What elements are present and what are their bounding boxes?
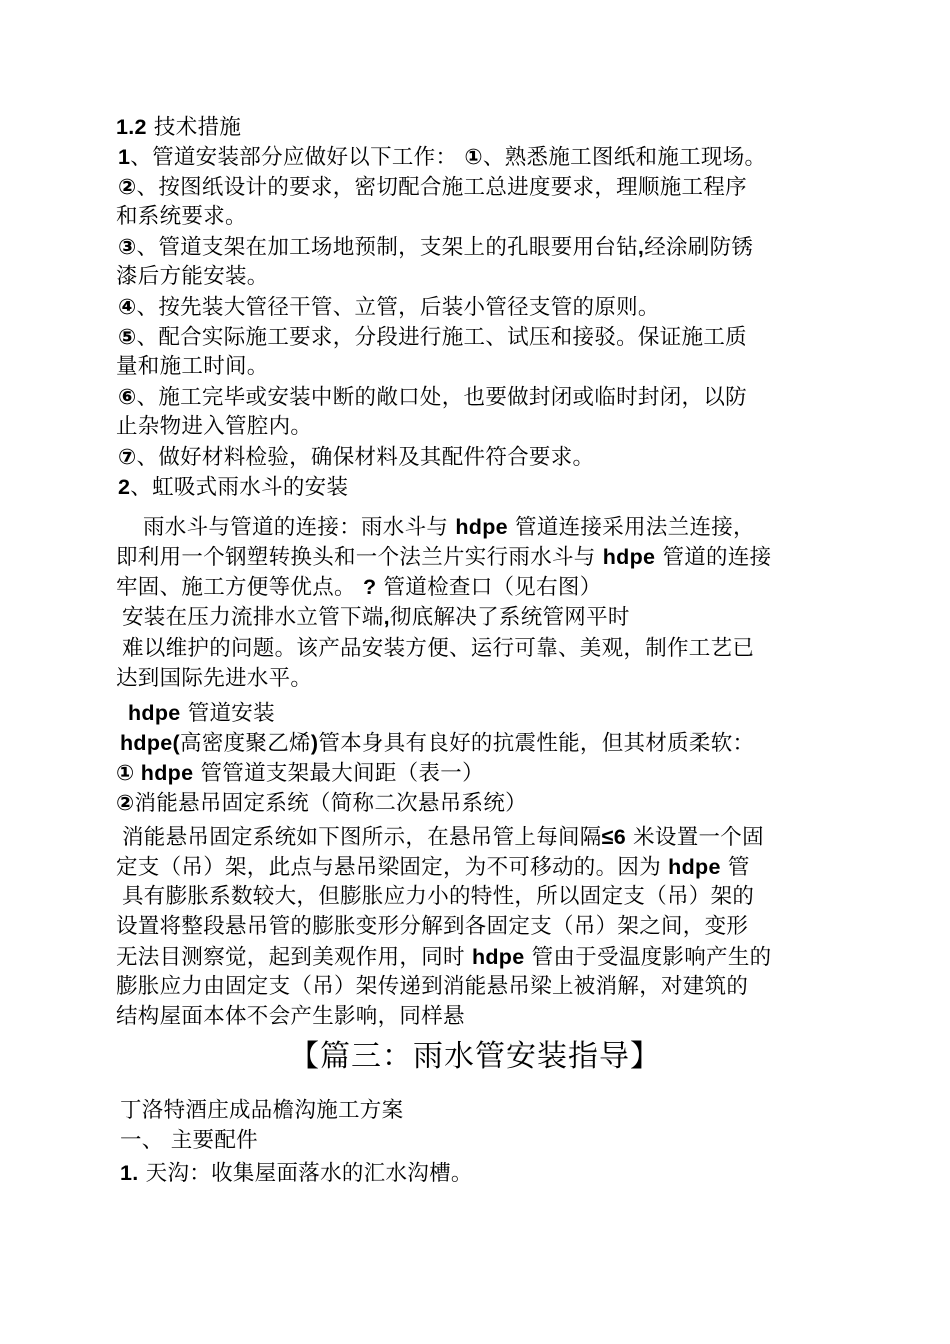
text-segment: 、配合实际施工要求，分段进行施工、试压和接驳。保证施工质 — [136, 325, 747, 350]
text-segment: 设置将整段悬吊管的膨胀变形分解到各固定支（吊）架之间，变形 — [116, 914, 749, 939]
text-segment: ⑥ — [118, 385, 137, 409]
section-heading: 【篇三：雨水管安装指导】 — [289, 1039, 661, 1074]
text-segment: 管由于受温度影响产生的 — [524, 945, 772, 970]
text-segment: 、管道安装部分应做好以下工作： — [130, 145, 465, 170]
text-segment: 、按图纸设计的要求，密切配合施工总进度要求，理顺施工程序 — [136, 175, 747, 200]
text-line — [122, 822, 764, 853]
text-line — [116, 412, 312, 442]
text-line — [116, 112, 241, 143]
text-segment: 、熟悉施工图纸和施工现场。 — [482, 145, 767, 170]
text-line — [143, 512, 755, 543]
text-segment: 消能悬吊固定系统（简称二次悬吊系统） — [134, 791, 527, 816]
text-segment: 止杂物进入管腔内。 — [116, 414, 313, 439]
text-segment: 彻底解决了系统管网平时 — [389, 605, 630, 630]
text-segment: 一、 主要配件 — [120, 1128, 258, 1153]
text-segment: 管道连接采用法兰连接， — [507, 515, 755, 540]
text-segment: ④ — [118, 295, 137, 319]
text-segment: ② — [118, 175, 137, 199]
text-segment: ① — [464, 145, 483, 169]
text-segment: 无法目测察觉，起到美观作用，同时 — [116, 945, 472, 970]
text-segment: 牢固、施工方便等优点。 — [116, 575, 363, 600]
text-line — [116, 262, 269, 292]
text-line — [118, 382, 747, 413]
text-line — [116, 1002, 465, 1032]
text-line — [116, 664, 312, 694]
text-segment: 、做好材料检验，确保材料及其配件符合要求。 — [136, 445, 595, 470]
text-segment: 技术措施 — [146, 115, 242, 140]
text-line — [118, 232, 753, 263]
text-segment: ) — [310, 731, 319, 755]
text-segment: 、虹吸式雨水斗的安装 — [130, 475, 349, 500]
text-segment: hdpe — [128, 701, 181, 725]
text-line — [122, 634, 754, 664]
text-segment: 管本身具有良好的抗震性能，但其材质柔软： — [318, 731, 755, 756]
text-line — [118, 292, 660, 323]
text-segment: 、施工完毕或安装中断的敞口处，也要做封闭或临时封闭，以防 — [136, 385, 747, 410]
text-segment: 具有膨胀系数较大，但膨胀应力小的特性，所以固定支（吊）架的 — [122, 884, 755, 909]
text-segment: ① hdpe — [116, 761, 194, 785]
text-segment: 1. — [120, 1161, 139, 1185]
text-segment: 膨胀应力由固定支（吊）架传递到消能悬吊梁上被消解，对建筑的 — [116, 974, 749, 999]
text-segment: , — [383, 605, 390, 629]
text-segment: 米设置一个固 — [625, 825, 764, 850]
text-line — [116, 758, 484, 789]
text-line — [116, 852, 750, 883]
text-segment: 管道检查口（见右图） — [376, 575, 602, 600]
text-segment: 量和施工时间。 — [116, 354, 269, 379]
text-line — [120, 728, 754, 759]
text-segment: 经涂刷防锈 — [644, 235, 754, 260]
text-segment: 2 — [118, 475, 131, 499]
text-line — [116, 542, 771, 573]
text-segment: 高密度聚乙烯 — [180, 731, 311, 756]
text-segment: hdpe( — [120, 731, 181, 755]
text-line — [118, 322, 747, 353]
text-segment: ⑤ — [118, 325, 137, 349]
text-line — [116, 972, 748, 1002]
text-segment: 管道的连接 — [655, 545, 772, 570]
text-segment: ≤6 — [601, 825, 626, 849]
text-segment: 1 — [118, 145, 131, 169]
text-line — [116, 572, 602, 603]
text-segment: 难以维护的问题。该产品安装方便、运行可靠、美观，制作工艺已 — [122, 636, 755, 661]
text-segment: 、管道支架在加工场地预制，支架上的孔眼要用台钻 — [136, 235, 638, 260]
text-segment: 天沟：收集屋面落水的汇水沟槽。 — [138, 1161, 473, 1186]
text-segment: 安装在压力流排水立管下端 — [122, 605, 384, 630]
text-segment: ⑦ — [118, 445, 137, 469]
text-line — [120, 1158, 473, 1189]
text-segment: 管管道支架最大间距（表一） — [193, 761, 484, 786]
text-line — [118, 172, 747, 203]
text-segment: 漆后方能安装。 — [116, 264, 269, 289]
text-line — [122, 882, 754, 912]
text-segment: 丁洛特酒庄成品檐沟施工方案 — [120, 1098, 404, 1123]
text-line — [120, 1126, 258, 1156]
text-segment: , — [637, 235, 645, 259]
text-segment: 即利用一个钢塑转换头和一个法兰片实行雨水斗与 — [116, 545, 603, 570]
text-segment: 1.2 — [116, 115, 147, 139]
text-segment: hdpe — [668, 855, 721, 879]
text-line — [116, 352, 269, 382]
text-line — [116, 788, 527, 819]
text-segment: 管 — [720, 855, 750, 880]
text-segment: ? — [362, 575, 377, 599]
text-line — [118, 472, 348, 503]
text-segment: 管道安装 — [180, 701, 275, 726]
text-segment: 和系统要求。 — [116, 204, 247, 229]
text-line — [118, 142, 766, 173]
text-segment: hdpe — [602, 545, 656, 569]
text-segment: hdpe — [471, 945, 525, 969]
text-segment: ② — [116, 791, 135, 815]
text-segment: ③ — [118, 235, 137, 259]
text-line — [122, 602, 630, 633]
text-segment: 结构屋面本体不会产生影响，同样悬 — [116, 1004, 465, 1029]
text-line — [116, 912, 748, 942]
text-segment: hdpe — [455, 515, 508, 539]
text-segment: 、按先装大管径干管、立管，后装小管径支管的原则。 — [136, 295, 660, 320]
text-segment: 定支（吊）架，此点与悬吊梁固定，为不可移动的。因为 — [116, 855, 669, 880]
text-line — [128, 698, 275, 729]
text-line — [116, 202, 247, 232]
text-segment: 达到国际先进水平。 — [116, 666, 313, 691]
text-line — [120, 1096, 403, 1126]
text-segment: 雨水斗与管道的连接：雨水斗与 — [143, 515, 456, 540]
text-line — [118, 442, 594, 473]
text-segment: 消能悬吊固定系统如下图所示，在悬吊管上每间隔 — [122, 825, 602, 850]
text-line — [116, 942, 771, 973]
